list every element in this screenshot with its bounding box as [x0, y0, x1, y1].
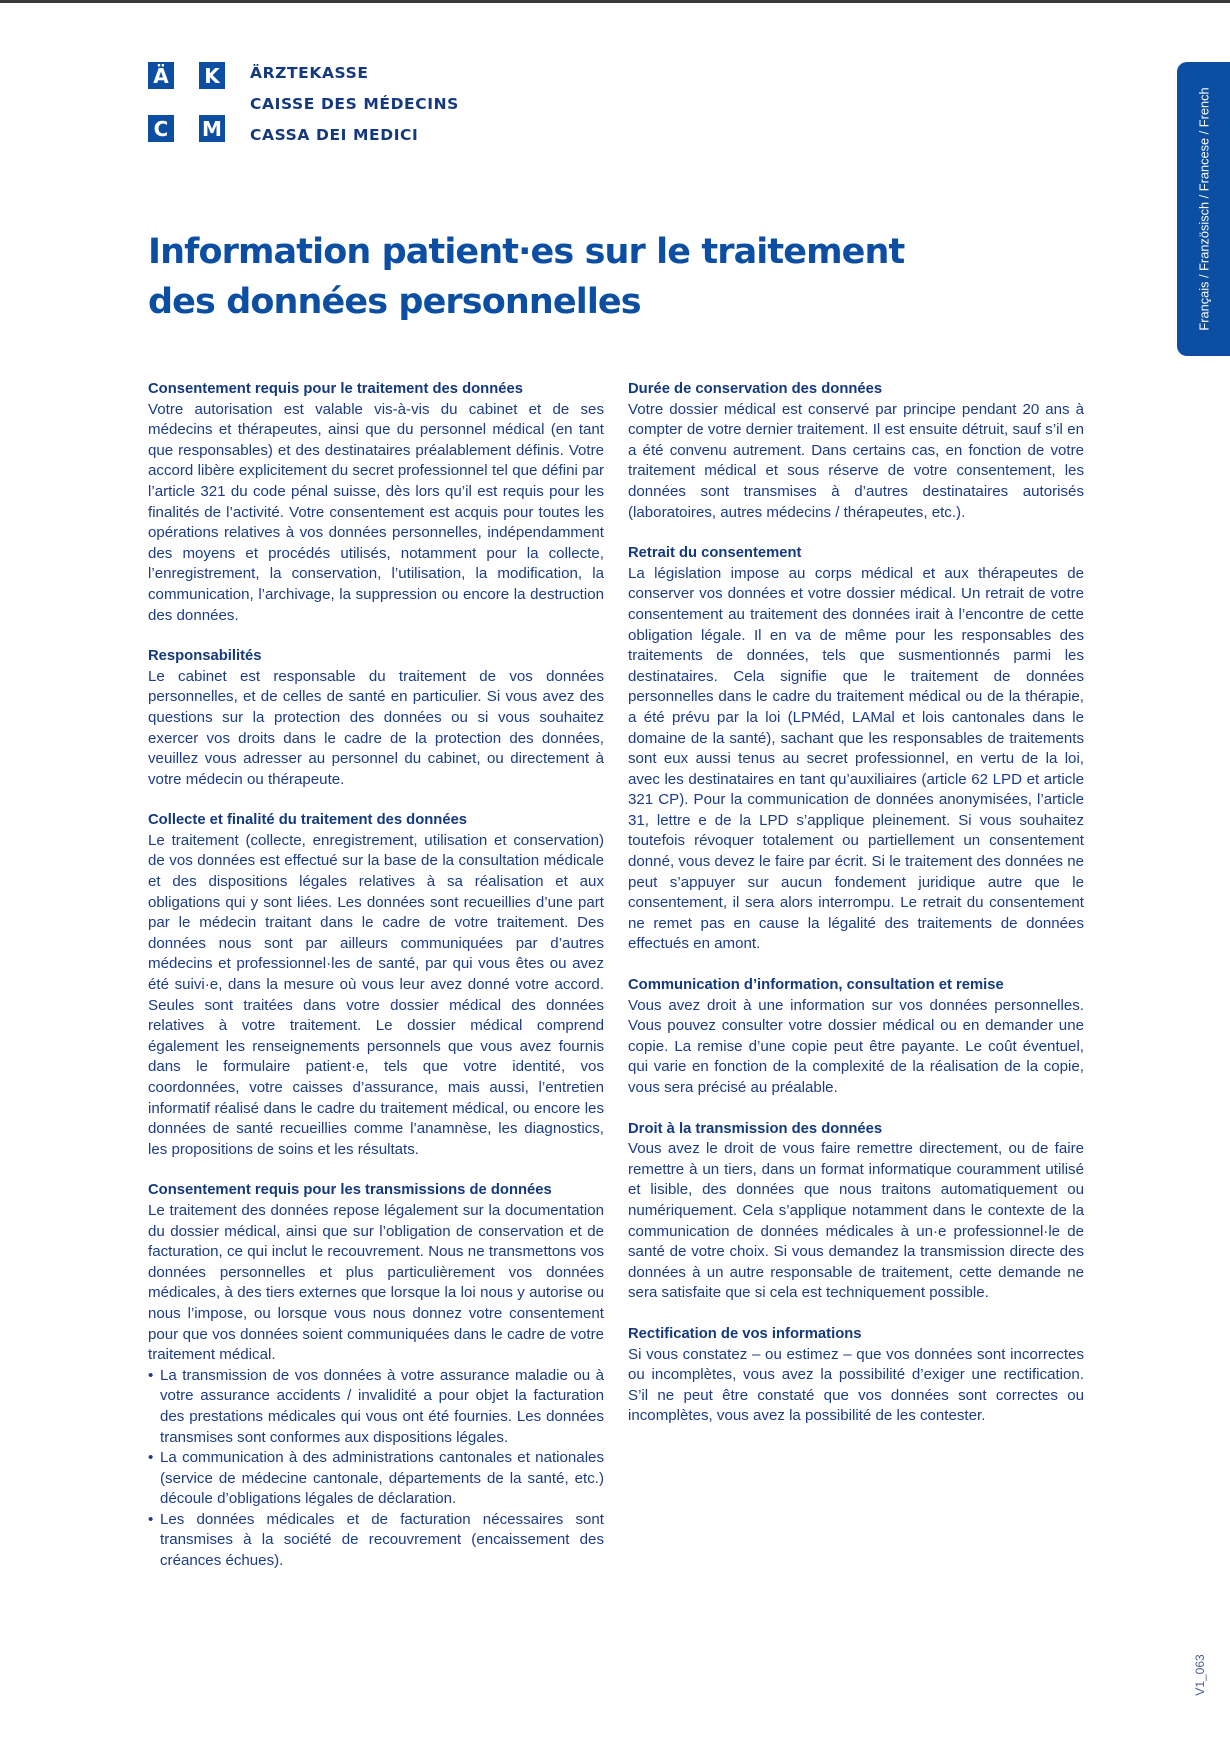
- left-column: [148, 379, 604, 1592]
- bullet-icon: •: [148, 1366, 154, 1384]
- bullet-icon: •: [148, 1510, 154, 1528]
- logo-letter-k: K: [199, 62, 225, 89]
- logo-mark: [148, 62, 228, 142]
- section-body: La législation impose au corps médical et aux thérapeutes de conserver vos données et votre dossier médical. Un retrait de votre consentement au traitement des données irait à l’encontre de cette obligation légale. Il en va de même pour les responsables des traitements de données, tels que susmentionnés parmi les destinataires. Cela signifie que le traitement de données personnelles dans le cadre du traitement médical ou de la thérapie, a été prévu par la loi (LPMéd, LAMal et lois cantonales dans le domaine de la santé), sachant que les responsables de traitements sont eux aussi tenus au secret professionnel, en vertu de la loi, avec les destinataires en tant qu’auxiliaires (article 62 LPD et article 321 CP). Pour la communication de données anonymisées, l’article 31, lettre e de la LPD s’applique pleinement. Si vous souhaitez toutefois révoquer totalement ou partiellement un consentement donné, vous devez le faire par écrit. Si le traitement des données ne peut s’appuyer sur aucun fondement juridique autre que le consentement, il sera alors interrompu. Le retrait du consentement ne remet pas en cause la légalité des traitements de données effectués en amont.: [628, 564, 1084, 953]
- list-item: [148, 1366, 604, 1448]
- list-item: [148, 1510, 604, 1572]
- top-border: [0, 0, 1230, 3]
- page-title-line-2: des données personnelles: [148, 282, 641, 322]
- section-body: Si vous constatez – ou estimez – que vos données sont incorrectes ou incomplètes, vous avez la possibilité d’exiger une rectification. S’il ne peut être constaté que vos données sont correctes ou incomplètes, vous avez la possibilité de les contester.: [628, 1345, 1084, 1425]
- page-title-line-1: Information patient·es sur le traitement: [148, 232, 905, 272]
- section-heading: Responsabilités: [148, 648, 262, 665]
- logo-name-de: ÄRZTEKASSE: [250, 64, 369, 82]
- transfer-bullet-list: [148, 1366, 604, 1572]
- section-access: [628, 975, 1084, 1099]
- section-body: Votre autorisation est valable vis-à-vis du cabinet et de ses médecins et thérapeutes, ainsi que du personnel médical (en tant que responsables) et des destinataires préalablement définis. Votre accord libère explicitement du secret professionnel tel que défini par l’article 321 du code pénal suisse, dès lors qu’il est requis pour les finalités de l’activité. Votre consentement est acquis pour toutes les opérations relatives à vos données personnelles, indépendamment des moyens et procédés utilisés, notamment pour la collecte, l’enregistrement, la conservation, l’utilisation, la modification, la communication, l’archivage, la suppression ou encore la destruction des données.: [148, 400, 604, 624]
- section-consent-transfer: [148, 1180, 604, 1571]
- section-withdrawal: [628, 543, 1084, 955]
- section-heading: Retrait du consentement: [628, 545, 802, 562]
- section-consent-treatment: [148, 379, 604, 626]
- section-heading: Communication d’information, consultation et remise: [628, 977, 1004, 994]
- section-body: Le traitement (collecte, enregistrement, utilisation et conservation) de vos données est effectué sur la base de la consultation médicale et des dispositions légales relatives à sa réalisation et aux obligations qui y sont liées. Les données sont recueillies d’une part par le médecin traitant dans le cadre de votre traitement. Des données nous sont par ailleurs communiquées par d’autres médecins et professionnel·les de santé, par qui vous êtes ou avez été suivi·e, dans la mesure où vous leur avez donné votre accord. Seules sont traitées dans votre dossier médical des données relatives à votre traitement. Le dossier médical comprend également les renseignements personnels que vous avez fournis dans le formulaire patient·e, tels que votre identité, vos coordonnées, votre caisses d’assurance, mais aussi, l’entretien informatif réalisé dans le cadre du traitement médical, ou encore les données de santé recueillies comme l’anamnèse, les diagnostics, les propositions de soins et les résultats.: [148, 831, 604, 1158]
- section-body: Le cabinet est responsable du traitement de vos données personnelles, et de celles de santé en particulier. Si vous avez des questions sur la protection des données ou si vous souhaitez exercer vos droits dans le cadre de la protection des données, veuillez vous adresser au personnel du cabinet, ou directement à votre médecin ou thérapeute.: [148, 667, 604, 788]
- section-rectification: [628, 1324, 1084, 1427]
- section-portability: [628, 1119, 1084, 1304]
- section-responsibilities: [148, 646, 604, 790]
- section-body: Vous avez droit à une information sur vos données personnelles. Vous pouvez consulter votre dossier médical ou en demander une copie. La remise d’une copie peut être payante. Le coût éventuel, qui varie en fonction de la complexité de la réalisation de la copie, vous sera précisé au préalable.: [628, 996, 1084, 1096]
- section-heading: Droit à la transmission des données: [628, 1120, 883, 1137]
- list-item-text: Les données médicales et de facturation nécessaires sont transmises à la société de recouvrement (encaissement des créances échues).: [160, 1510, 604, 1570]
- language-tab: [1177, 62, 1230, 356]
- section-body: Vous avez le droit de vous faire remettre directement, ou de faire remettre à un tiers, dans un format informatique couramment utilisé et lisible, des données que nous traitons automatiquement ou numériquement. Cela s’applique notamment dans le contexte de la communication de données médicales à un·e professionnel·le de santé de votre choix. Si vous demandez la transmission directe des données à un autre responsable de traitement, cette demande ne sera satisfaite que si cela est techniquement possible.: [628, 1140, 1084, 1302]
- section-heading: Consentement requis pour le traitement des données: [148, 381, 523, 397]
- section-heading: Rectification de vos informations: [628, 1325, 862, 1342]
- list-item-text: La communication à des administrations cantonales et nationales (service de médecine cantonale, départements de la santé, etc.) découle d’obligations légales de déclaration.: [160, 1449, 604, 1508]
- version-code: V1_063: [1193, 1654, 1207, 1696]
- logo-name-it: CASSA DEI MEDICI: [250, 126, 419, 144]
- page-title: [148, 227, 908, 327]
- logo-letter-a: Ä: [148, 62, 174, 89]
- section-heading: Collecte et finalité du traitement des données: [148, 812, 468, 829]
- language-tab-label: Français / Französisch / Francese / French: [1196, 87, 1211, 331]
- list-item: [148, 1448, 604, 1510]
- section-collection: [148, 810, 604, 1160]
- logo-letter-c: C: [148, 115, 174, 142]
- section-retention: [628, 379, 1084, 523]
- section-body: Votre dossier médical est conservé par principe pendant 20 ans à compter de votre dernier traitement. Il est ensuite détruit, sauf s’il en a été convenu autrement. Dans certains cas, en fonction de votre traitement médical et sous réserve de votre consentement, les données sont transmises à d’autres destinataires autorisés (laboratoires, autres médecins / thérapeutes, etc.).: [628, 400, 1084, 521]
- section-body: Le traitement des données repose légalement sur la documentation du dossier médical, ainsi que sur l’obligation de conservation et de facturation, ce qui inclut le recouvrement. Nous ne transmettons vos données personnelles et plus particulièrement vos données médicales, à des tiers externes que lorsque la loi nous y autorise ou nous l’impose, ou lorsque vous nous donnez votre consentement pour que vos données soient communiquées dans le cadre de votre traitement médical.: [148, 1201, 604, 1364]
- list-item-text: La transmission de vos données à votre assurance maladie ou à votre assurance accidents / invalidité a pour objet la facturation des prestations médicales qui vous ont été fournies. Les données transmises sont conformes aux dispositions légales.: [160, 1366, 604, 1446]
- bullet-icon: •: [148, 1449, 154, 1467]
- section-heading: Durée de conservation des données: [628, 381, 883, 397]
- logo-name-fr: CAISSE DES MÉDECINS: [250, 95, 459, 113]
- section-heading: Consentement requis pour les transmissions de données: [148, 1182, 552, 1199]
- right-column: [628, 379, 1084, 1447]
- logo-names: [250, 58, 570, 151]
- logo-letter-m: M: [199, 115, 225, 142]
